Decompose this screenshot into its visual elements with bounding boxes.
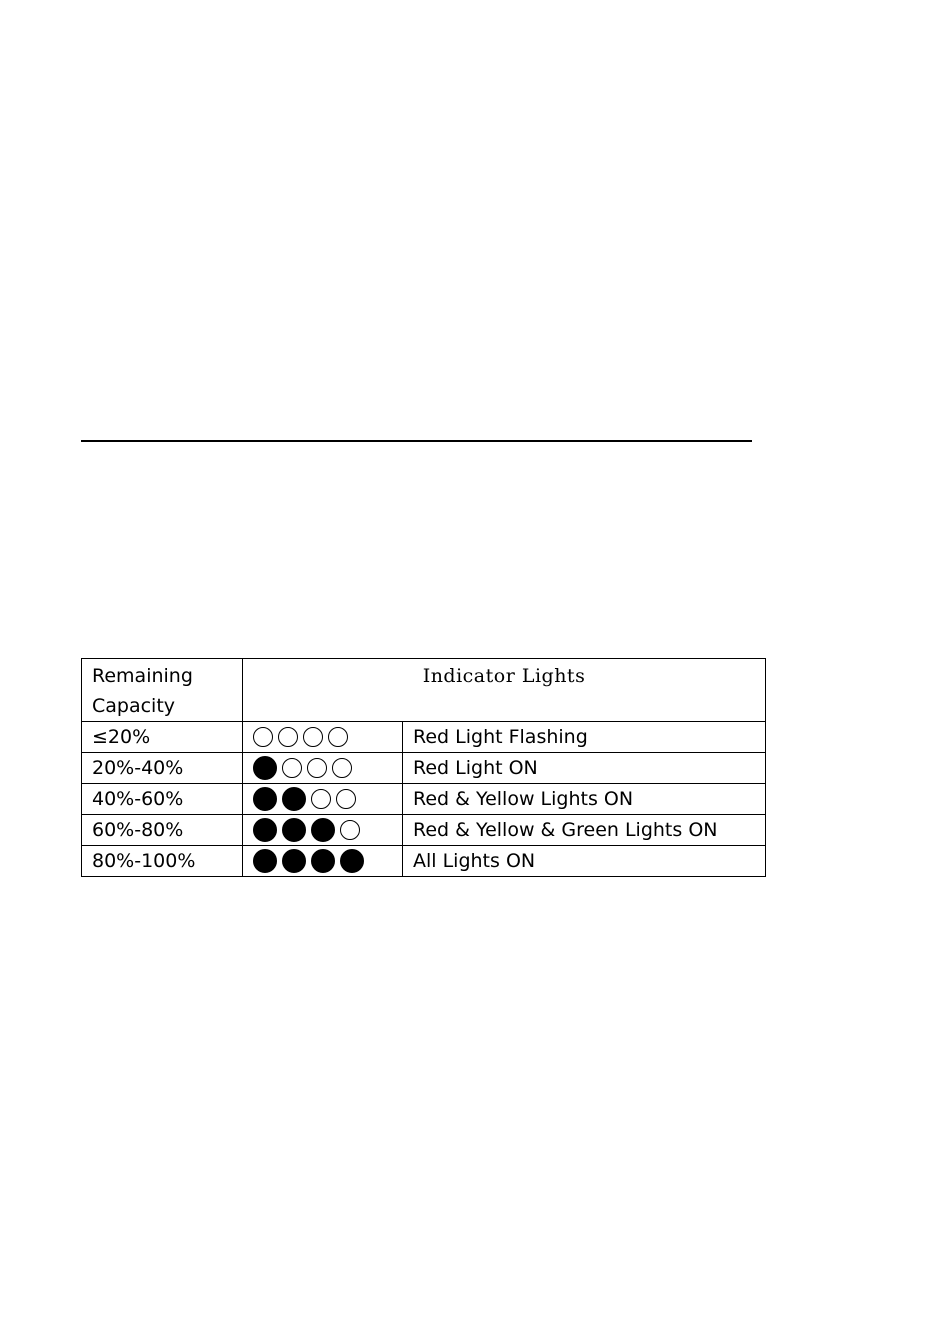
status-cell: Red Light Flashing [403, 722, 766, 753]
horizontal-rule [81, 440, 752, 442]
filled-circle-icon [253, 818, 277, 842]
capacity-cell: 60%-80% [82, 815, 243, 846]
capacity-cell: 40%-60% [82, 784, 243, 815]
filled-circle-icon [311, 849, 335, 873]
empty-circle-icon [253, 727, 273, 747]
indicator-dots-cell [243, 846, 403, 877]
capacity-cell: 80%-100% [82, 846, 243, 877]
filled-circle-icon [311, 818, 335, 842]
empty-circle-icon [282, 758, 302, 778]
indicator-dots-cell [243, 722, 403, 753]
table-header-row [82, 659, 766, 722]
filled-circle-icon [282, 818, 306, 842]
empty-circle-icon [328, 727, 348, 747]
capacity-cell: 20%-40% [82, 753, 243, 784]
filled-circle-icon [253, 756, 277, 780]
indicator-dots [253, 784, 402, 814]
capacity-indicator-table [81, 658, 766, 877]
header-remaining-capacity [82, 659, 243, 722]
status-cell: All Lights ON [403, 846, 766, 877]
filled-circle-icon [282, 849, 306, 873]
table-row [82, 815, 766, 846]
empty-circle-icon [340, 820, 360, 840]
indicator-dots-cell [243, 753, 403, 784]
indicator-dots [253, 753, 402, 783]
filled-circle-icon [253, 849, 277, 873]
header-capacity-line2: Capacity [92, 695, 176, 717]
empty-circle-icon [332, 758, 352, 778]
table-row [82, 846, 766, 877]
status-cell: Red & Yellow Lights ON [403, 784, 766, 815]
table-row [82, 722, 766, 753]
empty-circle-icon [336, 789, 356, 809]
status-cell: Red & Yellow & Green Lights ON [403, 815, 766, 846]
indicator-dots-cell [243, 815, 403, 846]
filled-circle-icon [340, 849, 364, 873]
empty-circle-icon [307, 758, 327, 778]
indicator-dots [253, 815, 402, 845]
empty-circle-icon [311, 789, 331, 809]
indicator-dots-cell [243, 784, 403, 815]
indicator-dots [253, 846, 402, 876]
filled-circle-icon [253, 787, 277, 811]
header-capacity-line1: Remaining [92, 665, 193, 687]
empty-circle-icon [278, 727, 298, 747]
table-row [82, 784, 766, 815]
table-row [82, 753, 766, 784]
header-indicator-lights: Indicator Lights [243, 659, 766, 722]
empty-circle-icon [303, 727, 323, 747]
filled-circle-icon [282, 787, 306, 811]
capacity-cell: ≤20% [82, 722, 243, 753]
status-cell: Red Light ON [403, 753, 766, 784]
indicator-dots [253, 722, 402, 752]
